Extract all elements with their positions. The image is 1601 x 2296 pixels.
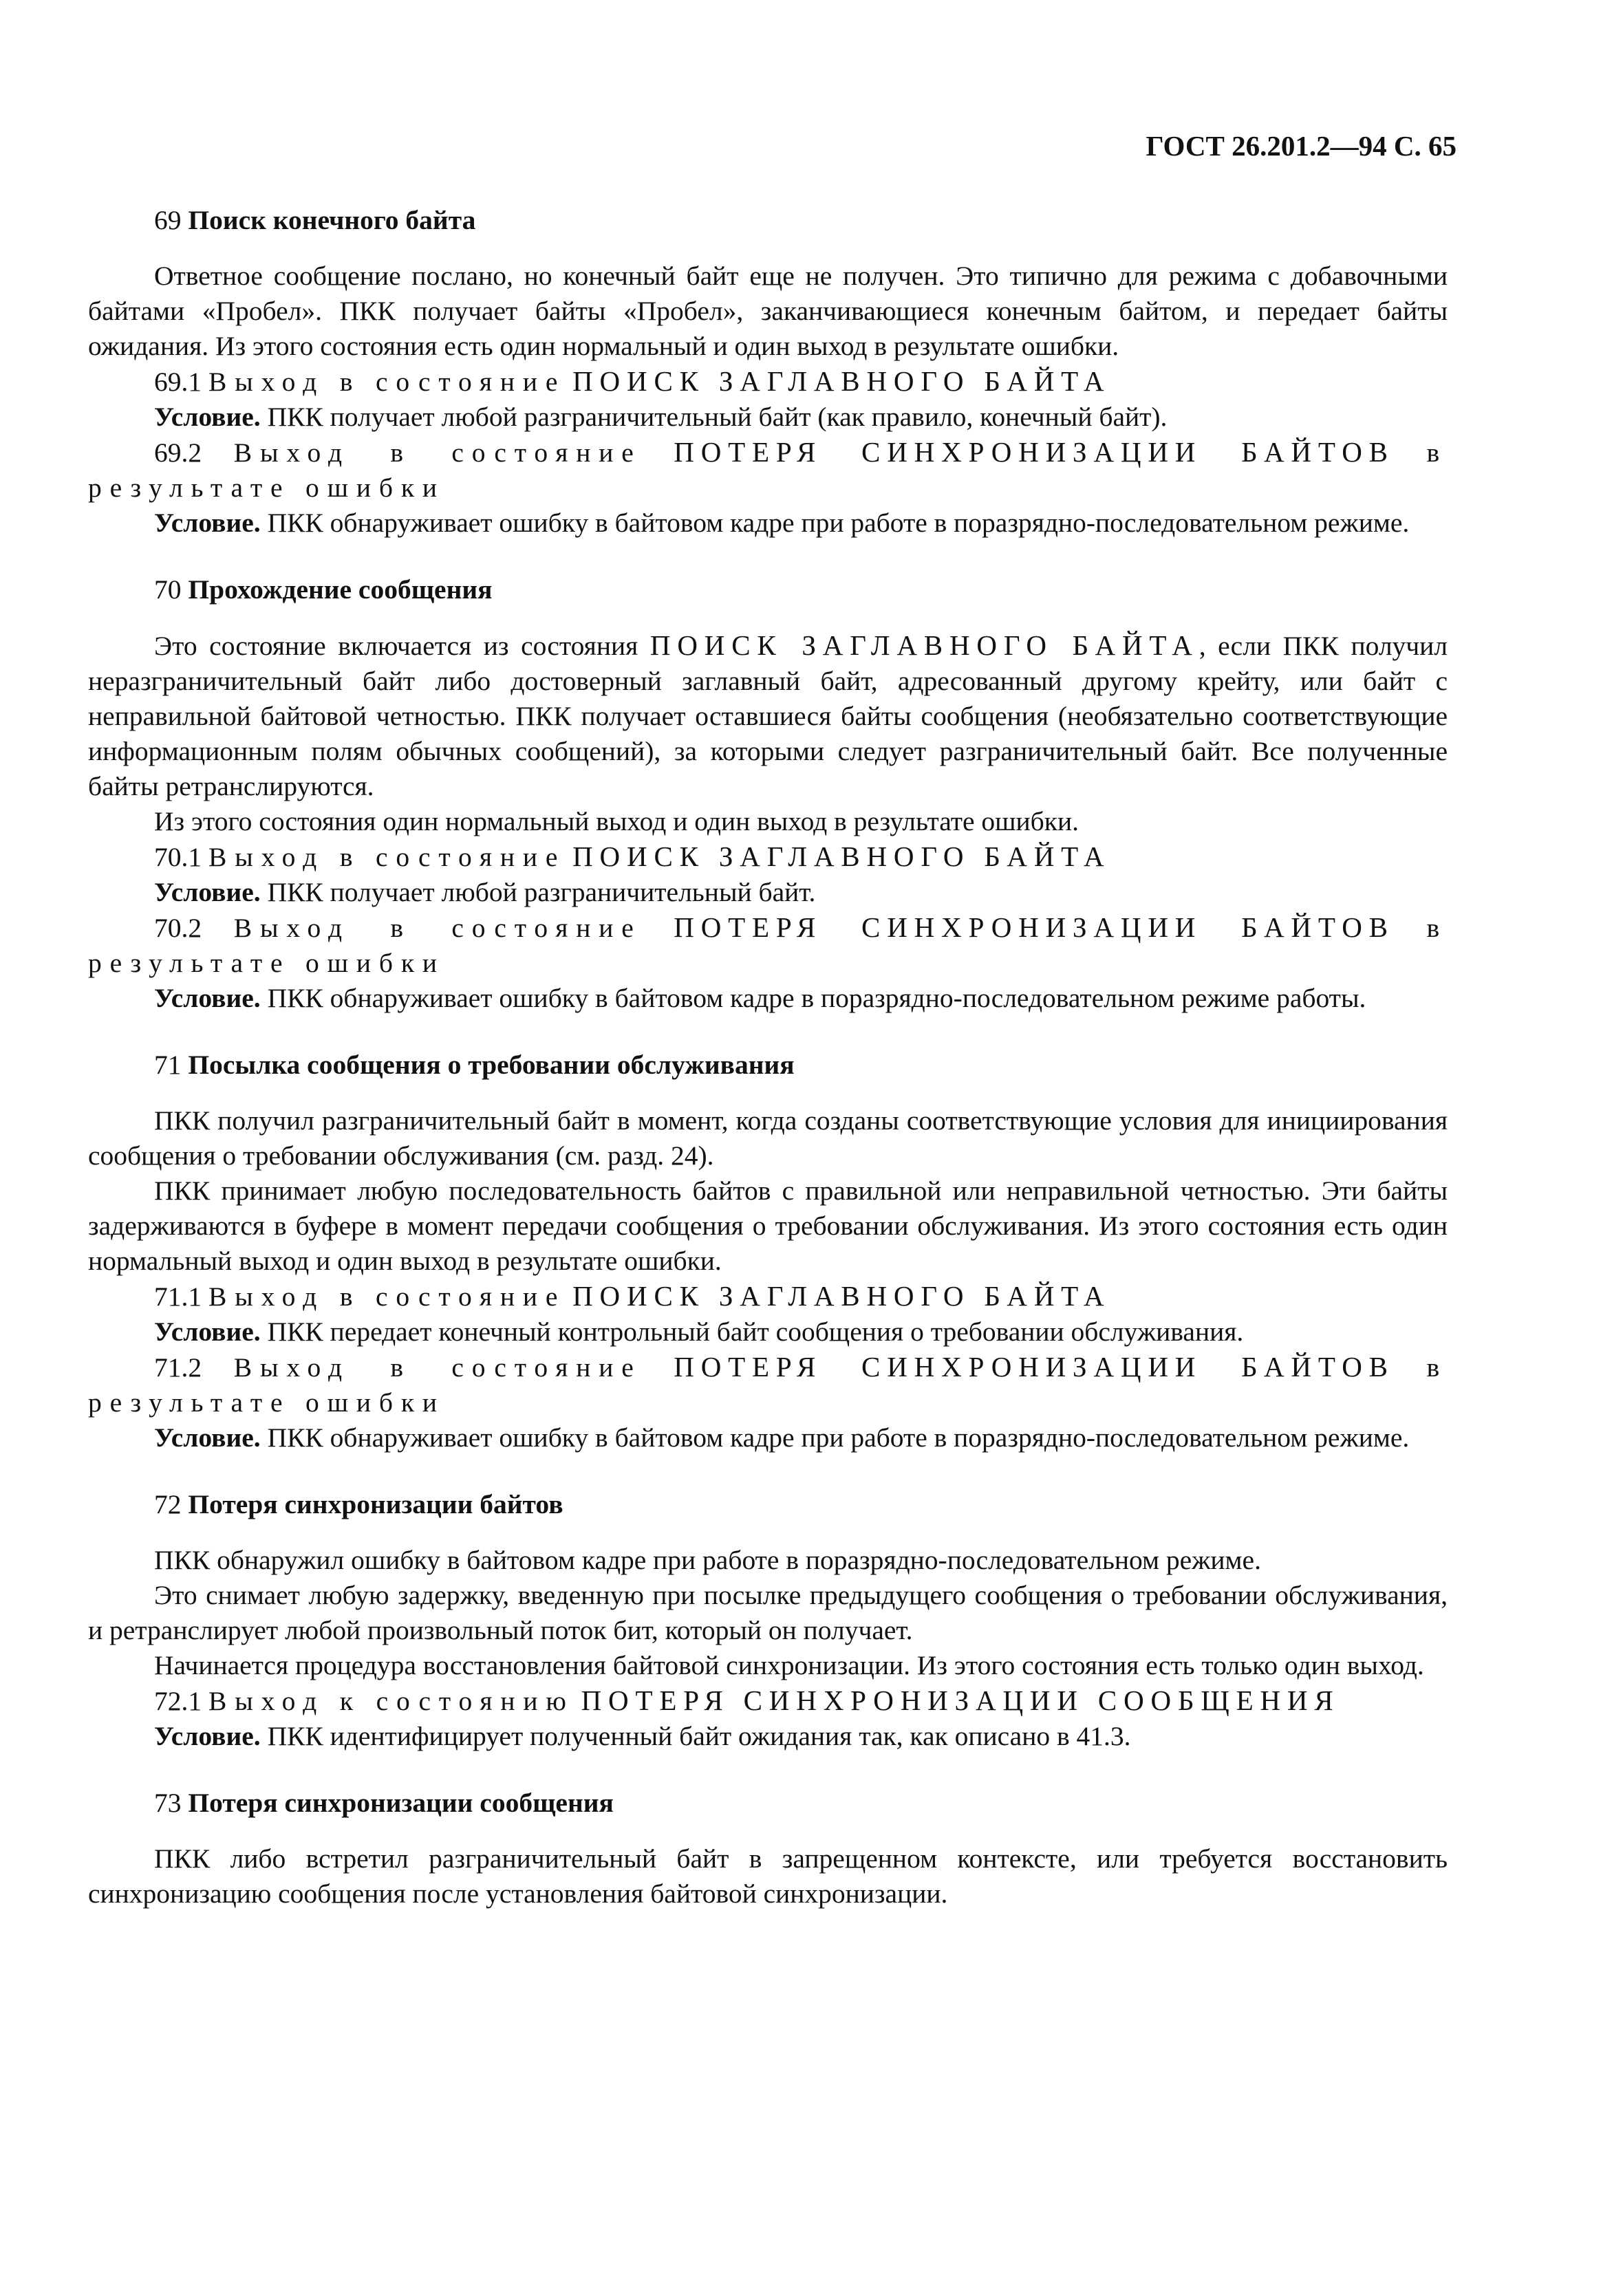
condition-text: ПКК обнаруживает ошибку в байтовом кадре в поразрядно-последовательном режиме работы. — [267, 983, 1366, 1013]
condition-label: Условие. — [154, 1422, 261, 1453]
condition-label: Условие. — [154, 877, 261, 907]
paragraph: Это снимает любую задержку, введенную при посылке предыдущего сообщения о требовании обслуживания, и ретранслирует любой произвольный поток бит, который он получает. — [88, 1580, 1448, 1645]
transition — [88, 910, 1448, 981]
condition — [88, 400, 1448, 435]
paragraph: Из этого состояния один нормальный выход и один выход в результате ошибки. — [154, 806, 1079, 836]
condition-text: ПКК обнаруживает ошибку в байтовом кадре при работе в поразрядно-последовательном режиме. — [267, 508, 1410, 538]
section-name: Потеря синхронизации байтов — [188, 1489, 563, 1519]
transition-number: 71.2 — [154, 1352, 202, 1383]
transition-text: Выход к состоянию — [208, 1686, 574, 1716]
state-name: ПОИСК ЗАГЛАВНОГО БАЙТА — [649, 629, 1199, 661]
paragraph-text: , если ПКК получил неразграничительный байт либо достоверный заглавный байт, адресованный другому крейту, или байт с неправильной байтовой четностью. ПКК получает оставшиеся байты сообщения (необязательно соответствующие информационным полям обычных сообщений), за которыми следует разграничительный байт. Все полученные байты ретранслируются. — [88, 631, 1448, 801]
state-name: ПОИСК ЗАГЛАВНОГО БАЙТА — [572, 841, 1111, 872]
condition-text: ПКК передает конечный контрольный байт сообщения о требовании обслуживания. — [267, 1317, 1244, 1347]
transition — [88, 1279, 1448, 1314]
transition-number: 69.1 — [154, 367, 202, 397]
section-name: Потеря синхронизации сообщения — [188, 1788, 614, 1818]
document-body — [88, 203, 1448, 1911]
section-number: 69 — [154, 205, 182, 235]
transition-number: 70.1 — [154, 842, 202, 872]
condition — [88, 1314, 1448, 1350]
transition-number: 69.2 — [154, 437, 202, 468]
section-number: 71 — [154, 1050, 182, 1080]
section-name: Поиск конечного байта — [188, 205, 476, 235]
transition-tail: в результате ошибки — [88, 913, 1448, 978]
state-name: ПОТЕРЯ СИНХРОНИЗАЦИИ СООБЩЕНИЯ — [581, 1685, 1340, 1716]
transition-tail: в результате ошибки — [88, 437, 1448, 503]
condition-text: ПКК получает любой разграничительный байт. — [267, 877, 816, 907]
section-69-title — [88, 203, 1448, 238]
transition — [88, 1683, 1448, 1719]
state-name: ПОТЕРЯ СИНХРОНИЗАЦИИ БАЙТОВ — [674, 911, 1395, 943]
transition — [88, 839, 1448, 875]
condition-text: ПКК получает любой разграничительный байт (как правило, конечный байт). — [267, 402, 1168, 432]
transition-text: Выход в состояние — [208, 1281, 566, 1312]
transition-number: 72.1 — [154, 1686, 202, 1716]
state-name: ПОТЕРЯ СИНХРОНИЗАЦИИ БАЙТОВ — [674, 1351, 1395, 1383]
condition — [88, 1719, 1448, 1754]
condition — [88, 981, 1448, 1016]
state-name: ПОИСК ЗАГЛАВНОГО БАЙТА — [572, 1280, 1111, 1312]
condition — [88, 506, 1448, 541]
paragraph: Начинается процедура восстановления байтовой синхронизации. Из этого состояния есть только один выход. — [154, 1650, 1424, 1680]
page-header: ГОСТ 26.201.2—94 С. 65 — [1146, 130, 1457, 162]
state-name: ПОИСК ЗАГЛАВНОГО БАЙТА — [572, 365, 1111, 397]
state-name: ПОТЕРЯ СИНХРОНИЗАЦИИ БАЙТОВ — [674, 436, 1395, 468]
section-72-title — [88, 1487, 1448, 1522]
transition-number: 71.1 — [154, 1281, 202, 1312]
paragraph: ПКК либо встретил разграничительный байт в запрещенном контексте, или требуется восстановить синхронизацию сообщения после установления байтовой синхронизации. — [88, 1843, 1448, 1909]
paragraph: Ответное сообщение послано, но конечный байт еще не получен. Это типично для режима с добавочными байтами «Пробел». ПКК получает байты «Пробел», заканчивающиеся конечным байтом, и передает байты ожидания. Из этого состояния есть один нормальный и один выход в результате ошибки. — [88, 261, 1448, 361]
condition-text: ПКК обнаруживает ошибку в байтовом кадре при работе в поразрядно-последовательном режиме. — [267, 1422, 1410, 1453]
section-name: Посылка сообщения о требовании обслуживания — [188, 1050, 795, 1080]
paragraph: ПКК принимает любую последовательность байтов с правильной или неправильной четностью. Эти байты задерживаются в буфере в момент передачи сообщения о требовании обслуживания. Из этого состояния есть один нормальный выход и один выход в результате ошибки. — [88, 1176, 1448, 1276]
condition — [88, 875, 1448, 910]
condition-label: Условие. — [154, 983, 261, 1013]
condition-label: Условие. — [154, 1317, 261, 1347]
section-70-title — [88, 572, 1448, 607]
transition-text: Выход в состояние — [233, 1352, 642, 1383]
paragraph: ПКК получил разграничительный байт в момент, когда созданы соответствующие условия для инициирования сообщения о требовании обслуживания (см. разд. 24). — [88, 1105, 1448, 1171]
paragraph-text: Это состояние включается из состояния — [154, 631, 638, 661]
condition — [88, 1420, 1448, 1455]
paragraph: ПКК обнаружил ошибку в байтовом кадре при работе в поразрядно-последовательном режиме. — [154, 1545, 1261, 1575]
section-number: 72 — [154, 1489, 182, 1519]
condition-label: Условие. — [154, 402, 261, 432]
transition-text: Выход в состояние — [208, 842, 566, 872]
paragraph — [88, 628, 1448, 804]
section-73-title — [88, 1786, 1448, 1821]
transition — [88, 364, 1448, 400]
transition — [88, 1350, 1448, 1420]
condition-text: ПКК идентифицирует полученный байт ожидания так, как описано в 41.3. — [267, 1721, 1131, 1751]
transition-tail: в результате ошибки — [88, 1352, 1448, 1418]
transition-text: Выход в состояние — [208, 367, 566, 397]
section-number: 73 — [154, 1788, 182, 1818]
section-number: 70 — [154, 574, 182, 605]
section-name: Прохождение сообщения — [188, 574, 493, 605]
transition-text: Выход в состояние — [233, 437, 642, 468]
condition-label: Условие. — [154, 1721, 261, 1751]
transition-number: 70.2 — [154, 913, 202, 943]
transition-text: Выход в состояние — [233, 913, 642, 943]
transition — [88, 435, 1448, 506]
condition-label: Условие. — [154, 508, 261, 538]
section-71-title — [88, 1048, 1448, 1083]
